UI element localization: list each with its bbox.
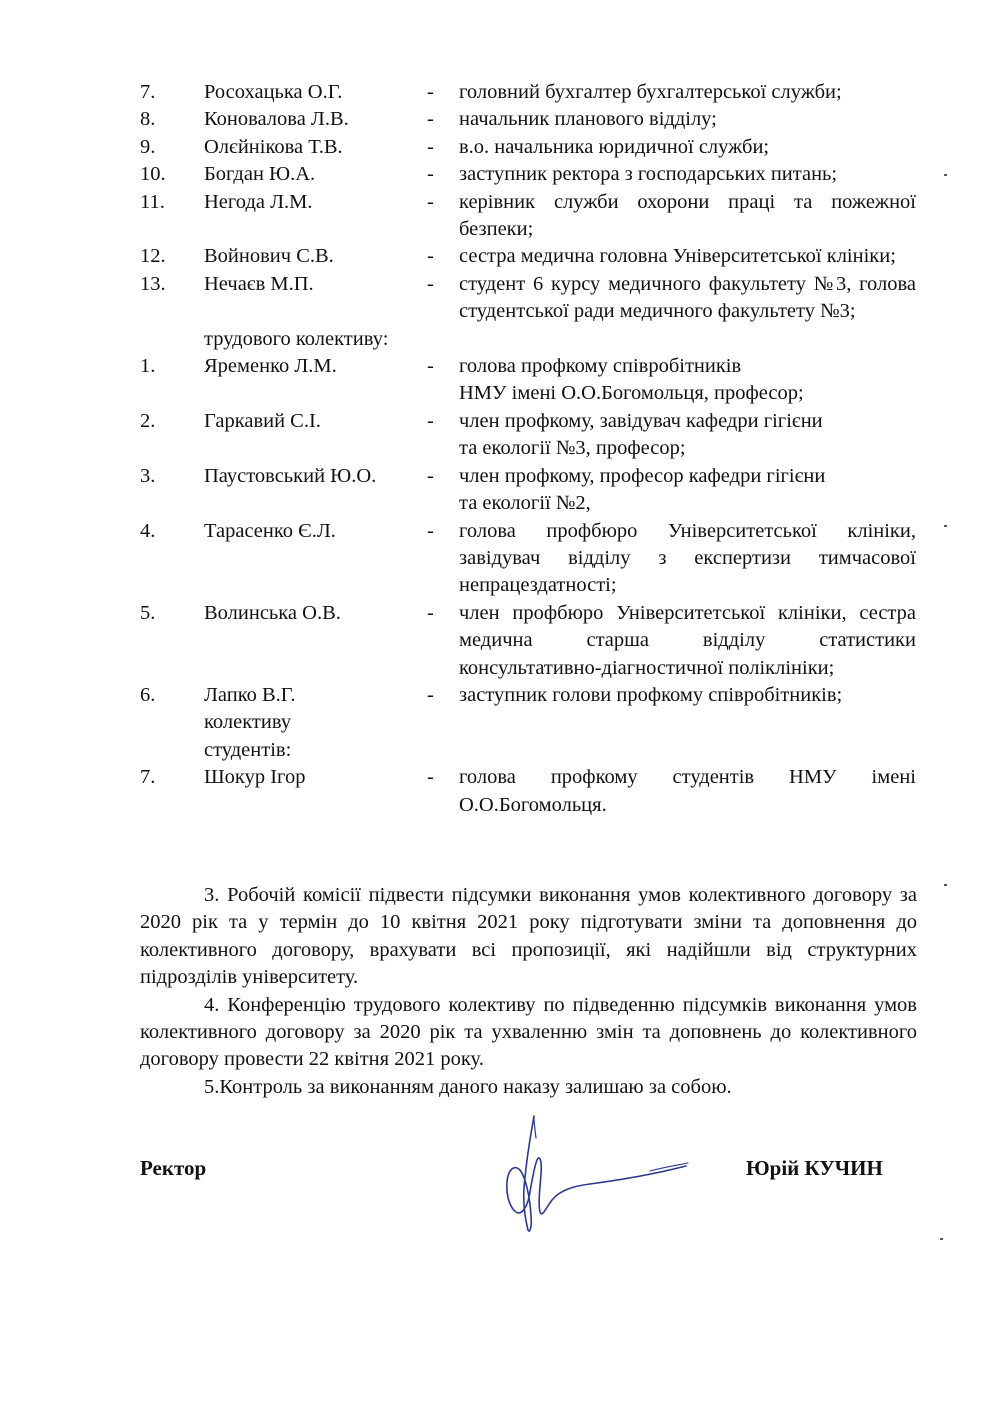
item-dash: - — [427, 81, 434, 103]
scan-mark — [944, 174, 947, 176]
member-name: Коновалова Л.В. — [204, 108, 349, 131]
member-role: сестра медична головна Університетської клініки; — [459, 245, 896, 268]
item-number: 7. — [140, 766, 156, 789]
member-role — [459, 353, 916, 408]
item-number: 4. — [140, 519, 156, 542]
list-item — [0, 243, 993, 270]
member-name: Волинська О.В. — [204, 601, 341, 624]
paragraph-5: 5.Контроль за виконанням даного наказу залишаю за собою. — [204, 1075, 732, 1098]
item-dash: - — [427, 190, 434, 213]
item-number: 12. — [140, 245, 166, 268]
member-name: Росохацька О.Г. — [204, 81, 343, 103]
list-item — [0, 106, 993, 133]
scan-mark — [940, 1238, 943, 1240]
item-dash: - — [427, 163, 434, 186]
item-number: 13. — [140, 272, 166, 295]
member-role — [459, 463, 916, 518]
member-role: студент 6 курсу медичного факультету №3, голова студентської ради медичного факультету №3; — [459, 272, 916, 323]
item-number: 5. — [140, 601, 156, 624]
member-name: Гаркавий С.І. — [204, 409, 321, 432]
list-item — [0, 134, 993, 161]
member-name: Олєйнікова Т.В. — [204, 135, 343, 158]
member-role — [459, 408, 916, 463]
scan-mark — [944, 884, 947, 886]
list-item — [0, 408, 993, 463]
member-name: Шокур Ігор — [204, 766, 306, 789]
item-dash: - — [427, 135, 434, 158]
member-name: Богдан Ю.А. — [204, 163, 316, 186]
member-name: Тарасенко Є.Л. — [204, 519, 336, 542]
member-role: заступник ректора з господарських питань; — [459, 163, 838, 186]
item-dash: - — [427, 601, 434, 624]
list-item — [0, 271, 993, 326]
item-number: 10. — [140, 163, 166, 186]
member-role: головний бухгалтер бухгалтерської служби; — [459, 81, 842, 103]
item-number: 3. — [140, 464, 156, 487]
paragraph-3: 3. Робочій комісії підвести підсумки виконання умов колективного договору за 2020 рік та у термін до 10 квітня 2021 року підготувати зміни та доповнення до колективного договору, врахувати всі пропозиції, які надійшли від структурних підрозділів університету. — [140, 884, 917, 989]
role-line: член профкому, завідувач кафедри гігієни — [459, 409, 823, 432]
section-heading-students: студентів: — [204, 738, 292, 761]
item-dash: - — [427, 464, 434, 487]
signatory-position: Ректор — [140, 1156, 207, 1180]
role-line: НМУ імені О.О.Богомольця, професор; — [459, 382, 804, 405]
list-item — [0, 189, 993, 244]
role-line: та екології №2, — [459, 492, 591, 515]
list-item — [0, 79, 993, 106]
list-item — [0, 463, 993, 518]
list-item — [0, 600, 993, 682]
item-dash: - — [427, 355, 434, 378]
role-line: голова профкому співробітників — [459, 355, 742, 378]
item-dash: - — [427, 272, 434, 295]
item-number: 11. — [140, 190, 165, 213]
member-role: член профбюро Університетської клініки, сестра медична старша відділу статистики консультативно-діагностичної поліклініки; — [459, 601, 916, 679]
list-item — [0, 518, 993, 600]
role-line: та екології №3, професор; — [459, 437, 686, 460]
item-number: 7. — [140, 81, 156, 103]
list-item — [0, 161, 993, 188]
handwritten-signature — [490, 1108, 700, 1238]
member-role: начальник планового відділу; — [459, 108, 717, 131]
paragraph-4: 4. Конференцію трудового колективу по підведенню підсумків виконання умов колективного договору за 2020 рік та ухваленню змін та доповнень до колективного договору провести 22 квітня 2021 року. — [140, 993, 917, 1071]
member-list — [0, 79, 993, 819]
item-number: 6. — [140, 683, 156, 706]
item-number: 1. — [140, 355, 156, 378]
member-role: голова профбюро Університетської клініки, завідувач відділу з експертизи тимчасової непрацездатності; — [459, 519, 916, 597]
member-role: керівник служби охорони праці та пожежної безпеки; — [459, 190, 916, 241]
list-item — [0, 682, 993, 709]
member-role: в.о. начальника юридичної служби; — [459, 135, 770, 158]
member-name: Паустовський Ю.О. — [204, 464, 377, 487]
item-dash: - — [427, 409, 434, 432]
section-heading-collective: колективу — [204, 711, 292, 734]
order-paragraphs — [140, 882, 917, 1101]
item-number: 2. — [140, 409, 156, 432]
member-role: голова профкому студентів НМУ імені О.О.Богомольця. — [459, 766, 916, 816]
signatory-name: Юрій КУЧИН — [746, 1156, 883, 1180]
item-dash: - — [427, 519, 434, 542]
member-role: заступник голови профкому співробітників; — [459, 683, 843, 706]
member-name: Войнович С.В. — [204, 245, 334, 268]
list-item — [0, 764, 993, 819]
member-name: Яременко Л.М. — [204, 355, 337, 378]
scan-mark — [944, 525, 947, 527]
member-name: Нечаєв М.П. — [204, 272, 314, 295]
list-item — [0, 353, 993, 408]
member-name: Лапко В.Г. — [204, 683, 296, 706]
item-dash: - — [427, 683, 434, 706]
section-heading-labour: трудового колективу: — [204, 327, 389, 350]
item-dash: - — [427, 766, 434, 789]
item-dash: - — [427, 108, 434, 131]
role-line: член профкому, професор кафедри гігієни — [459, 464, 826, 487]
item-dash: - — [427, 245, 434, 268]
item-number: 9. — [140, 135, 156, 158]
member-name: Негода Л.М. — [204, 190, 313, 213]
item-number: 8. — [140, 108, 156, 131]
